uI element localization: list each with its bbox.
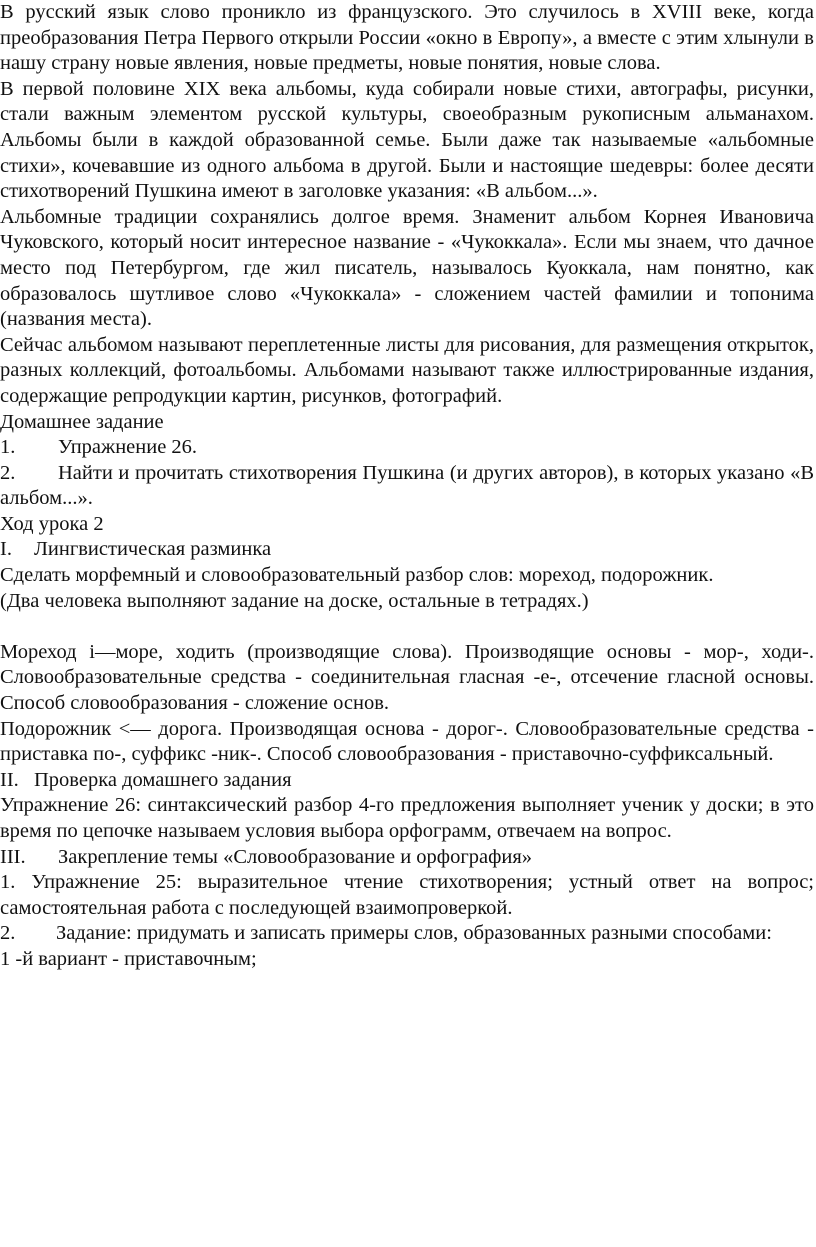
consolidation-item-1	[0, 870, 814, 921]
lesson-title: Ход урока 2	[0, 512, 104, 535]
section-1-title: Лингвистическая разминка	[34, 538, 272, 561]
analysis-morekhod: Мореход і—море, ходить (производящие слова). Производящие основы - мор-, ходи-. Словообразовательные средства - соединительная гласная -е-, отсечение гласной основы. Способ словообразования - сложение основ.	[0, 640, 814, 715]
section-1-heading	[0, 537, 814, 563]
section-2-num: II.	[0, 768, 19, 791]
consolidation-item-1-text: Упражнение 25: выразительное чтение стихотворения; устный ответ на вопрос; самостоятельная работа с последующей взаимопроверкой.	[0, 871, 815, 919]
analysis-podorozhnik: Подорожник <— дорога. Производящая основа - дорог-. Словообразовательные средства - приставка по-, суффикс -ник-. Способ словообразования - приставочно-суффиксальный.	[0, 717, 814, 766]
consolidation-item-2-num: 2.	[0, 922, 16, 945]
section-2-heading	[0, 768, 814, 794]
paragraph-19th-century: В первой половине XIX века альбомы, куда собирали новые стихи, автографы, рисунки, стали важным элементом русской культуры, своеобразным рукописным альманахом. Альбомы были в каждой образованной семье. Были даже так называемые «альбомные стихи», кочевавшие из одного альбома в другой. Были и настоящие шедевры: более десяти стихотворений Пушкина имеют в заголовке указания: «В альбом...».	[0, 77, 814, 203]
homework-title: Домашнее задание	[0, 410, 164, 433]
homework-item-1	[0, 435, 814, 461]
paragraph-traditions: Альбомные традиции сохранялись долгое время. Знаменит альбом Корнея Ивановича Чуковского, который носит интересное название - «Чукоккала». Если мы знаем, что дачное место под Петербургом, где жил писатель, называлось Куоккала, нам понятно, как образовалось шутливое слово «Чукоккала» - сложением частей фамилии и топонима (названия места).	[0, 205, 814, 331]
homework-item-1-text: Упражнение 26.	[58, 436, 198, 459]
section-3-num: III.	[0, 845, 26, 868]
homework-item-2-num: 2.	[0, 461, 16, 484]
section-3-heading	[0, 845, 814, 871]
homework-item-1-num: 1.	[0, 436, 16, 459]
consolidation-item-1-num: 1.	[0, 871, 16, 894]
task-1: Сделать морфемный и словообразовательный разбор слов: мореход, подорожник.	[0, 564, 714, 587]
task-1-note: (Два человека выполняют задание на доске, остальные в тетрадях.)	[0, 589, 589, 612]
consolidation-item-2	[0, 921, 814, 947]
paragraph-modern: Сейчас альбомом называют переплетенные листы для рисования, для размещения открыток, разных коллекций, фотоальбомы. Альбомами называют также иллюстрированные издания, содержащие репродукции картин, рисунков, фотографий.	[0, 333, 814, 407]
section-3-title: Закрепление темы «Словообразование и орфография»	[58, 845, 533, 868]
variant-1: 1 -й вариант - приставочным;	[0, 947, 257, 970]
consolidation-item-2-text: Задание: придумать и записать примеры слов, образованных разными способами:	[56, 922, 772, 945]
homework-item-2	[0, 461, 814, 512]
homework-item-2-text: Найти и прочитать стихотворения Пушкина (и других авторов), в которых указано «В альбом...».	[0, 461, 814, 510]
section-2-title: Проверка домашнего задания	[34, 768, 292, 791]
blank-line	[0, 614, 814, 640]
paragraph-origin: В русский язык слово проникло из французского. Это случилось в XVIII веке, когда преобразования Петра Первого открыли России «окно в Европу», а вместе с этим хлынули в нашу страну новые явления, новые предметы, новые понятия, новые слова.	[0, 1, 814, 75]
section-1-num: I.	[0, 538, 12, 561]
homework-check-text: Упражнение 26: синтаксический разбор 4-го предложения выполняет ученик у доски; в это время по цепочке называем условия выбора орфограмм, отвечаем на вопрос.	[0, 794, 814, 842]
